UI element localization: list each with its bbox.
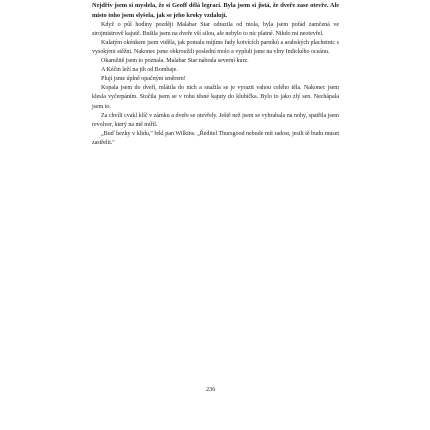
paragraph-4: Okamžitě jsem to poznala. Malabar Star nabrala severní kurz. [101,58,249,65]
paragraph-6: Plují jsme úplně opačným směrem! [101,76,186,83]
paragraph-8: Za chvíli cvakl klíč v zámku a dveře se otevřely. Ještě než jsem se vyhrabala na nohy, spatřila jsem revolver, který na mě mířil. [92,112,339,128]
paragraph-3: Kulatým okénkem jsem viděla, jak pomalu míjíme řady kotvících parníků a arabských plachetnic s vysokými stěžni. Nakonec jsme obkroužili poslední molo a vypluli jsme na vlny Indického oceánu. [92,40,339,56]
paragraph-9: „Buď hezky v klidu," řekl pan Wilkins. „Ředitel Thursgood nebude mít radost, jestli tě budu muset zastřelit." [92,130,339,146]
paragraph-2: Když o půl hodiny později Malabar Star odrazila od mola, byla jsem pořád zamčená ve strojmistrově kajutě. Bušila jsem na dveře vší silou, ale nebylo to nic platné. Nikdo mi neotevřel. [92,22,339,38]
paragraph-1 [92,1,339,21]
paragraph-5: A Kéčin leží na jih od Bombaje. [101,67,178,74]
paragraph-1-text: Nejdřív jsem si myslela, že si Geoff dělá legraci. Byla jsem si jistá, že dveře zase otevře. Ale místo toho jsem slyšela, jak se jeho kroky vzdalují. [92,2,339,20]
page-number: 236 [206,386,216,393]
body-text [92,1,339,148]
paragraph-7: Kopala jsem do dveří, mlátila do nich a snažila se je vyrazit vahou celého těla. Nakonec jsem klesla vyčerpáním. Stočila jsem se v rohu těsné kajuty do klubíčka. Bylo to jako zlý sen. Nechápala jsem to. [92,85,339,110]
